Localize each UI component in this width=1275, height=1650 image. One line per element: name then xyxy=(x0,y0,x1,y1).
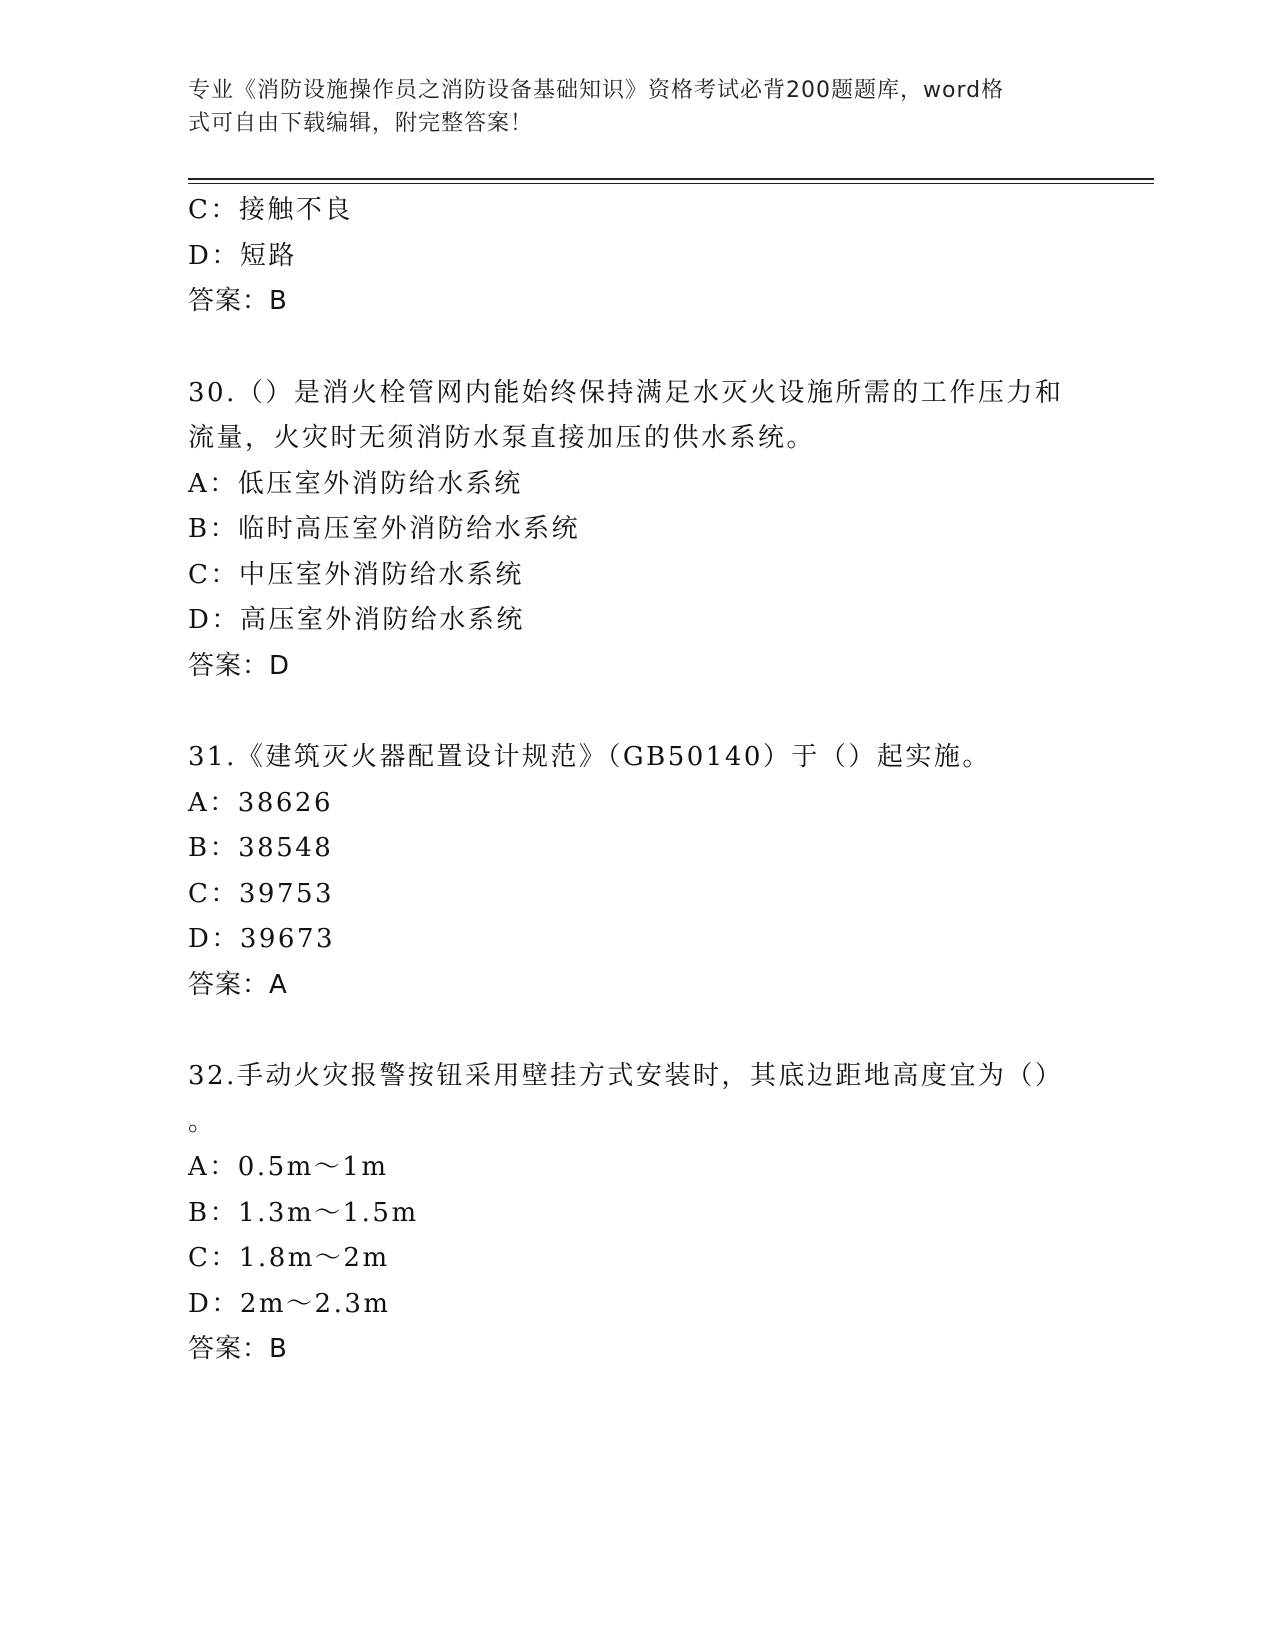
option-b: B：38548 xyxy=(188,833,334,863)
option-c: C：39753 xyxy=(188,878,335,909)
spacer xyxy=(188,1008,1088,1054)
header-line-1: 专业《消防设施操作员之消防设备基础知识》资格考试必背200题题库，word格 xyxy=(188,78,1005,103)
question-stem-line-1: 31.《建筑灭火器配置设计规范》（GB50140）于（）起实施。 xyxy=(188,742,991,772)
question-list xyxy=(188,188,1088,1373)
answer-line: 答案：B xyxy=(188,1334,288,1364)
header-rule-thick xyxy=(188,178,1154,180)
option-a: A：0.5m～1m xyxy=(188,1152,389,1182)
spacer xyxy=(188,325,1088,371)
header-line-2: 式可自由下载编辑，附完整答案！ xyxy=(188,111,534,136)
answer-line: 答案：B xyxy=(188,286,288,316)
option-a: A：低压室外消防给水系统 xyxy=(188,468,523,499)
option-b: B：1.3m～1.5m xyxy=(188,1197,419,1228)
spacer xyxy=(188,689,1088,735)
option-d: D：2m～2.3m xyxy=(188,1288,391,1319)
question-stem-line-1: 30.（）是消火栓管网内能始终保持满足水灭火设施所需的工作压力和 xyxy=(188,377,1064,408)
answer-line: 答案：A xyxy=(188,969,288,1000)
option-c: C：接触不良 xyxy=(188,195,353,225)
question-32 xyxy=(188,1054,1088,1373)
question-31 xyxy=(188,735,1088,1008)
option-d: D：短路 xyxy=(188,240,297,271)
header-rule-thin xyxy=(188,183,1154,184)
option-d: D：39673 xyxy=(188,924,336,954)
option-c: C：中压室外消防给水系统 xyxy=(188,559,524,590)
answer-line: 答案：D xyxy=(188,650,291,681)
option-c: C：1.8m～2m xyxy=(188,1243,390,1273)
question-stem-line-2: 流量，火灾时无须消防水泵直接加压的供水系统。 xyxy=(188,423,816,453)
question-stem-line-2: 。 xyxy=(188,1106,217,1137)
previous-question-tail xyxy=(188,188,1088,325)
question-stem-line-1: 32.手动火灾报警按钮采用壁挂方式安装时，其底边距地高度宜为（） xyxy=(188,1061,1064,1091)
option-d: D：高压室外消防给水系统 xyxy=(188,605,525,635)
option-b: B：临时高压室外消防给水系统 xyxy=(188,514,581,544)
option-a: A：38626 xyxy=(188,787,333,818)
document-header xyxy=(188,74,1068,140)
question-30 xyxy=(188,371,1088,690)
